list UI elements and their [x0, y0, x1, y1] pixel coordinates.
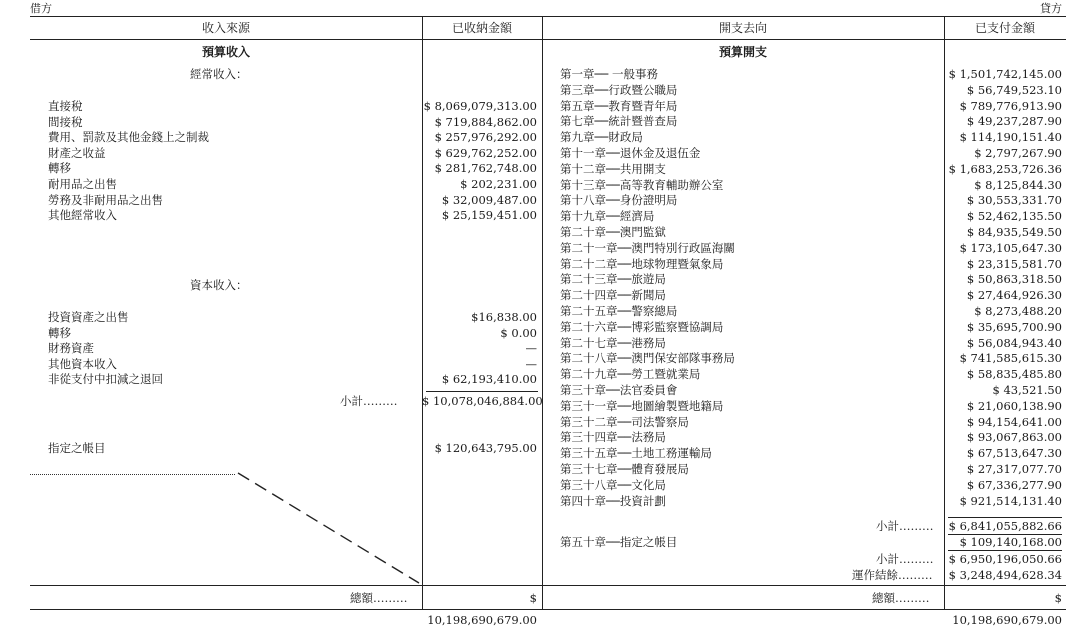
- line-item-amount: $ 921,514,131.40: [959, 493, 1062, 508]
- line-item-amount: $ 56,749,523.10: [966, 82, 1062, 97]
- line-item-label: 第四十章──投資計劃: [560, 493, 666, 508]
- operating-balance-amount: $ 3,248,494,628.34: [948, 568, 1062, 582]
- line-item-amount: $ 8,125,844.30: [974, 177, 1062, 192]
- line-item-label: 其他資本收入: [48, 356, 117, 371]
- line-item-amount: $ 23,315,581.70: [966, 256, 1062, 271]
- income-subtotal-amount: $ 10,078,046,884.00: [422, 394, 543, 408]
- line-item-amount: $ 1,683,253,726.36: [948, 161, 1062, 176]
- line-item-label: 第三十一章──地圖繪製暨地籍局: [560, 398, 724, 413]
- line-item-amount: $ 281,762,748.00: [434, 161, 537, 176]
- line-item-label: 轉移: [48, 325, 71, 340]
- line-item-label: 第二十章──澳門監獄: [560, 225, 666, 239]
- subtotal-rule: [426, 391, 538, 392]
- line-item-label: 第一章── 一般事務: [560, 67, 659, 81]
- line-item-label: 第二十一章──澳門特別行政區海關: [560, 240, 735, 255]
- designated-chapter-label: 第五十章──指定之帳目: [560, 535, 678, 549]
- line-item-label: 第二十四章──新聞局: [560, 288, 666, 303]
- designated-account-label: 指定之帳目: [48, 441, 106, 455]
- line-item-amount: $ 84,935,549.50: [966, 225, 1062, 239]
- expense-subtotal1-amount: $ 6,841,055,882.66: [948, 519, 1062, 533]
- line-item-amount: $ 741,585,615.30: [959, 351, 1062, 366]
- line-item-label: 第三章──行政暨公職局: [560, 82, 678, 97]
- line-item-label: 第二十二章──地球物理暨氣象局: [560, 256, 724, 271]
- line-item-label: 第二十九章──勞工暨就業局: [560, 367, 701, 382]
- line-item-amount: $ 202,231.00: [460, 177, 537, 191]
- line-item-label: 第三十二章──司法警察局: [560, 414, 689, 429]
- subtotal-rule: [948, 550, 1062, 551]
- line-item-amount: $ 62,193,410.00: [441, 372, 537, 387]
- line-item-amount: $ 94,154,641.00: [966, 414, 1062, 429]
- line-item-label: 間接稅: [48, 114, 83, 129]
- line-item-label: 直接稅: [48, 99, 83, 113]
- line-item-amount: $ 25,159,451.00: [441, 208, 537, 223]
- line-item-amount: $ 49,237,287.90: [966, 114, 1062, 129]
- income-subtotal-label: 小計………: [340, 394, 398, 408]
- line-item-label: 第三十四章──法務局: [560, 430, 666, 445]
- subtotal-rule: [948, 517, 1062, 518]
- line-item-label: 第二十三章──旅遊局: [560, 272, 666, 287]
- line-item-amount: $ 32,009,487.00: [441, 192, 537, 207]
- line-item-amount: $ 719,884,862.00: [434, 114, 537, 129]
- credit-label: 貸方: [1040, 2, 1062, 15]
- designated-chapter-amount: $ 109,140,168.00: [959, 535, 1062, 549]
- line-item-label: 第七章──統計暨普查局: [560, 114, 678, 129]
- designated-account-amount: $ 120,643,795.00: [434, 441, 537, 455]
- line-item-amount: $ 173,105,647.30: [959, 240, 1062, 255]
- line-item-amount: $ 50,863,318.50: [966, 272, 1062, 287]
- line-item-label: 財務資產: [48, 341, 94, 356]
- expense-total-label: 總額………: [872, 591, 930, 605]
- line-item-label: 第十九章──經濟局: [560, 209, 655, 224]
- col-received-amount: 已收納金額: [451, 21, 512, 35]
- expense-subtotal2-label: 小計………: [876, 552, 934, 566]
- line-item-amount: —: [525, 356, 537, 371]
- line-item-amount: $ 2,797,267.90: [974, 146, 1062, 160]
- expenditure-section-title: 預算開支: [718, 45, 767, 59]
- line-item-label: 第三十章──法官委員會: [560, 383, 678, 397]
- line-item-amount: $16,838.00: [471, 310, 537, 324]
- line-item-amount: $ 58,835,485.80: [966, 367, 1062, 382]
- operating-balance-label: 運作結餘………: [852, 568, 933, 582]
- expense-total-amount: $ 10,198,690,679.00: [952, 591, 1062, 627]
- line-item-label: 費用、罰款及其他金錢上之制裁: [48, 130, 209, 145]
- line-item-label: 第十一章──退休金及退伍金: [560, 146, 701, 160]
- line-item-label: 其他經常收入: [48, 208, 117, 223]
- line-item-label: 第五章──教育暨青年局: [560, 98, 678, 113]
- line-item-amount: $ 35,695,700.90: [966, 319, 1062, 334]
- line-item-label: 第九章──財政局: [560, 130, 643, 145]
- line-item-label: 轉移: [48, 161, 71, 176]
- line-item-label: 第三十八章──文化局: [560, 477, 666, 492]
- line-item-label: 第二十六章──博彩監察暨協調局: [560, 319, 724, 334]
- diagonal-filler-line: [30, 17, 430, 609]
- line-item-amount: $ 27,317,077.70: [966, 462, 1062, 476]
- line-item-label: 耐用品之出售: [48, 177, 117, 191]
- income-total-amount: $ 10,198,690,679.00: [427, 591, 537, 627]
- line-item-amount: $ 789,776,913.90: [959, 98, 1062, 113]
- line-item-label: 勞務及非耐用品之出售: [48, 192, 163, 207]
- account-table: [30, 16, 1066, 627]
- col-paid-amount: 已支付金額: [974, 21, 1035, 35]
- line-item-amount: $ 1,501,742,145.00: [948, 67, 1062, 81]
- col-income-source: 收入來源: [201, 21, 250, 35]
- line-item-label: 財產之收益: [48, 145, 106, 160]
- line-item-amount: $ 67,513,647.30: [966, 446, 1062, 461]
- line-item-amount: $ 0.00: [500, 325, 537, 340]
- line-item-label: 第十八章──身份證明局: [560, 193, 678, 208]
- line-item-amount: $ 8,273,488.20: [974, 304, 1062, 318]
- line-item-amount: $ 8,069,079,313.00: [423, 99, 537, 113]
- line-item-amount: $ 114,190,151.40: [959, 130, 1062, 145]
- capital-income-label: 資本收入：: [190, 278, 248, 292]
- col-expense-destination: 開支去向: [718, 21, 767, 35]
- line-item-amount: $ 257,976,292.00: [434, 130, 537, 145]
- line-item-amount: $ 52,462,135.50: [966, 209, 1062, 224]
- total-rule: [30, 585, 1066, 586]
- line-item-amount: $ 27,464,926.30: [966, 288, 1062, 303]
- line-item-amount: —: [525, 341, 537, 356]
- line-item-amount: $ 21,060,138.90: [966, 398, 1062, 413]
- debit-label: 借方: [30, 2, 52, 15]
- line-item-amount: $ 43,521.50: [992, 383, 1062, 397]
- ordinary-income-label: 經常收入：: [190, 67, 248, 81]
- line-item-label: 第十二章──共用開支: [560, 161, 666, 176]
- line-item-amount: $ 629,762,252.00: [434, 145, 537, 160]
- line-item-amount: $ 56,084,943.40: [966, 335, 1062, 350]
- income-section-title: 預算收入: [201, 45, 250, 59]
- line-item-label: 第三十七章──體育發展局: [560, 462, 689, 476]
- line-item-label: 第二十五章──警察總局: [560, 304, 678, 318]
- line-item-label: 投資資產之出售: [48, 310, 129, 324]
- line-item-amount: $ 67,336,277.90: [966, 477, 1062, 492]
- income-total-label: 總額………: [350, 591, 408, 605]
- expense-subtotal2-amount: $ 6,950,196,050.66: [948, 552, 1062, 566]
- line-item-label: 第二十八章──澳門保安部隊事務局: [560, 351, 735, 366]
- expense-subtotal1-label: 小計………: [876, 519, 934, 533]
- line-item-label: 第十三章──高等教育輔助辦公室: [560, 177, 724, 192]
- line-item-label: 第三十五章──土地工務運輸局: [560, 446, 712, 461]
- line-item-label: 第二十七章──港務局: [560, 335, 666, 350]
- line-item-label: 非從支付中扣減之退回: [48, 372, 163, 387]
- divider: [542, 17, 543, 609]
- line-item-amount: $ 30,553,331.70: [966, 193, 1062, 208]
- line-item-amount: $ 93,067,863.00: [966, 430, 1062, 445]
